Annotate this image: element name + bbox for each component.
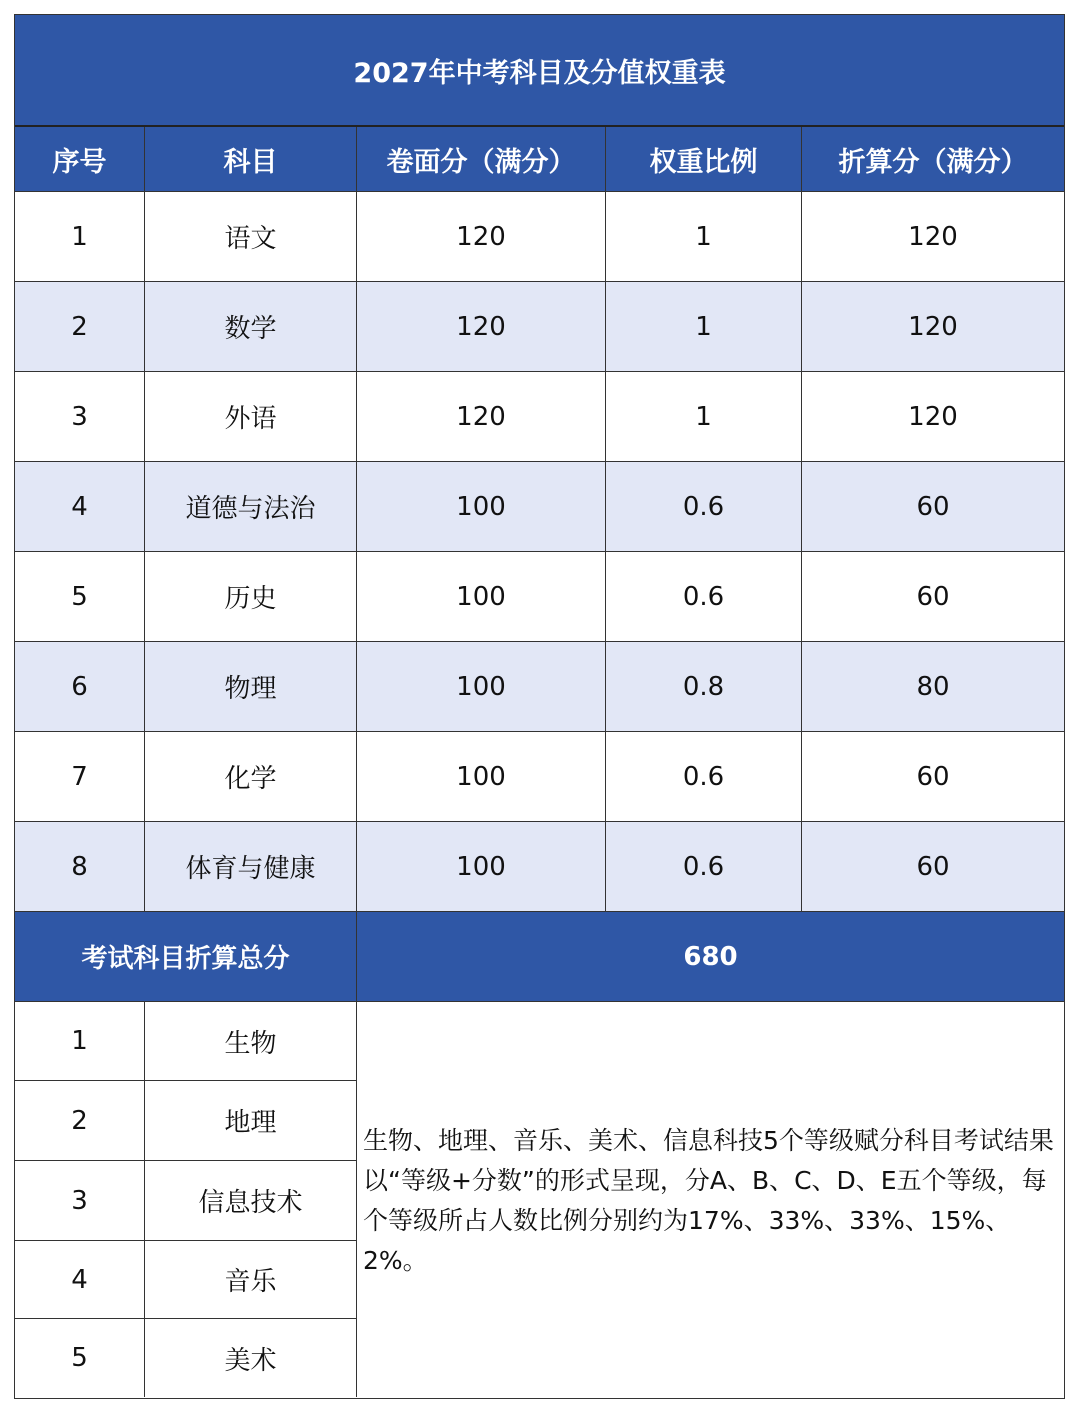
graded-seq: 5 bbox=[15, 1319, 145, 1397]
cell-seq: 5 bbox=[15, 552, 145, 642]
graded-subject: 信息技术 bbox=[145, 1161, 357, 1241]
cell-seq: 2 bbox=[15, 282, 145, 372]
cell-raw-score: 100 bbox=[357, 732, 606, 822]
cell-converted-score: 120 bbox=[802, 282, 1064, 372]
header-weight: 权重比例 bbox=[606, 127, 802, 192]
cell-seq: 7 bbox=[15, 732, 145, 822]
cell-subject: 体育与健康 bbox=[145, 822, 357, 912]
cell-seq: 1 bbox=[15, 192, 145, 282]
total-label: 考试科目折算总分 bbox=[15, 912, 357, 1002]
graded-subject: 音乐 bbox=[145, 1241, 357, 1319]
table-title: 2027年中考科目及分值权重表 bbox=[15, 15, 1064, 127]
cell-weight: 1 bbox=[606, 192, 802, 282]
cell-raw-score: 100 bbox=[357, 642, 606, 732]
cell-converted-score: 120 bbox=[802, 192, 1064, 282]
cell-seq: 6 bbox=[15, 642, 145, 732]
cell-subject: 化学 bbox=[145, 732, 357, 822]
graded-subject: 美术 bbox=[145, 1319, 357, 1397]
graded-subject: 地理 bbox=[145, 1081, 357, 1161]
cell-seq: 4 bbox=[15, 462, 145, 552]
total-value: 680 bbox=[357, 912, 1064, 1002]
header-raw-score: 卷面分（满分） bbox=[357, 127, 606, 192]
cell-weight: 0.6 bbox=[606, 732, 802, 822]
cell-raw-score: 100 bbox=[357, 822, 606, 912]
cell-seq: 3 bbox=[15, 372, 145, 462]
cell-subject: 数学 bbox=[145, 282, 357, 372]
cell-subject: 物理 bbox=[145, 642, 357, 732]
graded-seq: 2 bbox=[15, 1081, 145, 1161]
header-seq: 序号 bbox=[15, 127, 145, 192]
cell-raw-score: 120 bbox=[357, 282, 606, 372]
cell-weight: 0.6 bbox=[606, 822, 802, 912]
graded-seq: 4 bbox=[15, 1241, 145, 1319]
cell-converted-score: 60 bbox=[802, 462, 1064, 552]
cell-converted-score: 60 bbox=[802, 822, 1064, 912]
cell-raw-score: 100 bbox=[357, 552, 606, 642]
cell-converted-score: 80 bbox=[802, 642, 1064, 732]
cell-raw-score: 120 bbox=[357, 372, 606, 462]
cell-subject: 道德与法治 bbox=[145, 462, 357, 552]
cell-subject: 外语 bbox=[145, 372, 357, 462]
header-converted-score: 折算分（满分） bbox=[802, 127, 1064, 192]
cell-subject: 语文 bbox=[145, 192, 357, 282]
cell-converted-score: 120 bbox=[802, 372, 1064, 462]
cell-converted-score: 60 bbox=[802, 732, 1064, 822]
cell-seq: 8 bbox=[15, 822, 145, 912]
cell-raw-score: 120 bbox=[357, 192, 606, 282]
cell-raw-score: 100 bbox=[357, 462, 606, 552]
note-text: 生物、地理、音乐、美术、信息科技5个等级赋分科目考试结果以“等级+分数”的形式呈现，分A、B、C、D、E五个等级，每个等级所占人数比例分别约为17%、33%、33%、15%、2%。 bbox=[363, 1125, 1054, 1275]
cell-weight: 1 bbox=[606, 282, 802, 372]
graded-subjects-note bbox=[357, 1003, 1064, 1398]
graded-seq: 3 bbox=[15, 1161, 145, 1241]
cell-weight: 0.6 bbox=[606, 462, 802, 552]
cell-subject: 历史 bbox=[145, 552, 357, 642]
cell-weight: 0.6 bbox=[606, 552, 802, 642]
cell-weight: 0.8 bbox=[606, 642, 802, 732]
cell-converted-score: 60 bbox=[802, 552, 1064, 642]
graded-seq: 1 bbox=[15, 1002, 145, 1081]
cell-weight: 1 bbox=[606, 372, 802, 462]
header-subject: 科目 bbox=[145, 127, 357, 192]
graded-subject: 生物 bbox=[145, 1002, 357, 1081]
